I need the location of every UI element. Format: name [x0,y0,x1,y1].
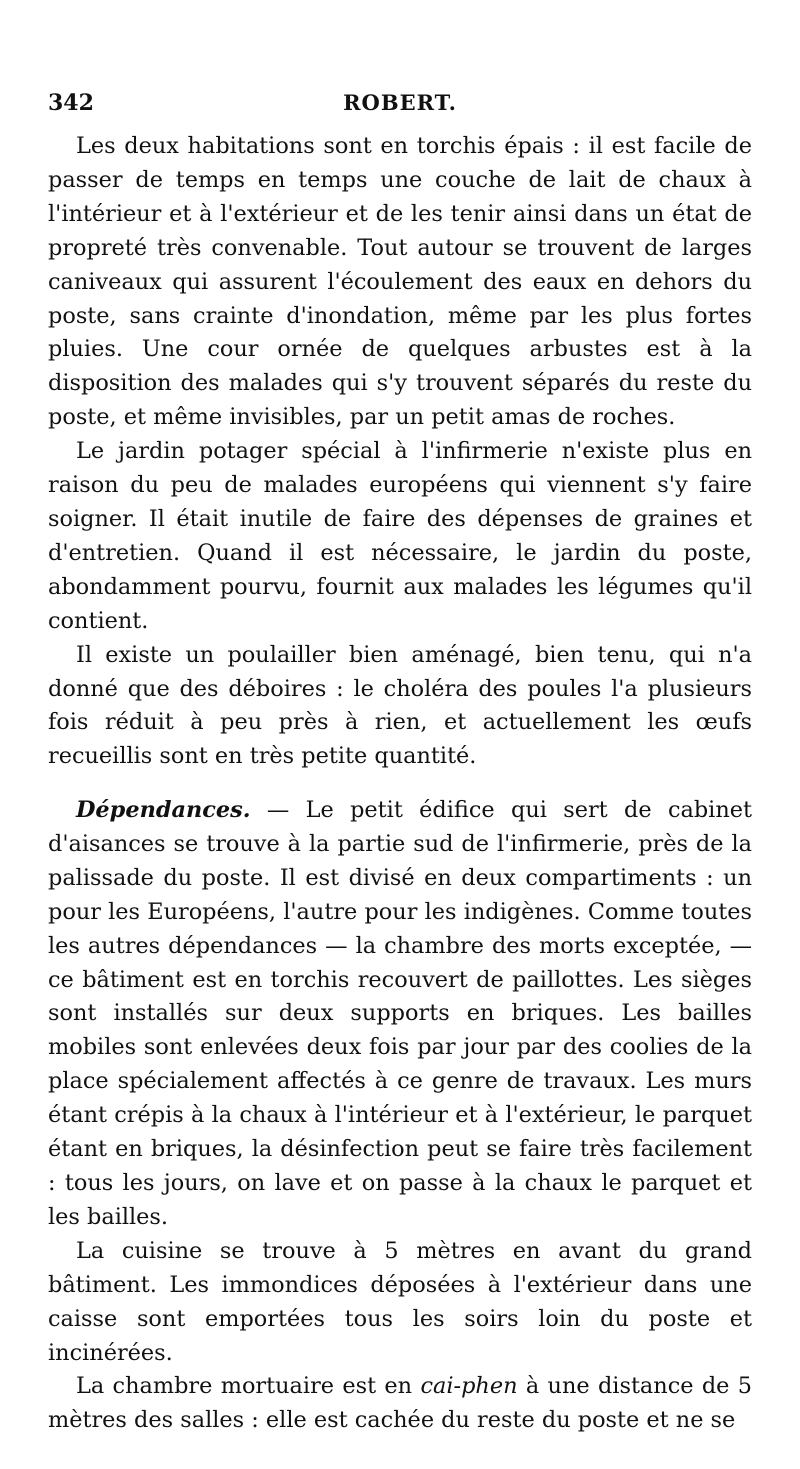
paragraph-habitations: Les deux habitations sont en torchis épais : il est facile de passer de temps en temps une couche de lait de chaux à l'intérieur et à l'extérieur et de les tenir ainsi dans un état de propreté très convenable. Tout autour se trouvent de larges caniveaux qui assurent l'écoulement des eaux en dehors du poste, sans crainte d'inondation, même par les plus fortes pluies. Une cour ornée de quelques arbustes est à la disposition des malades qui s'y trouvent séparés du reste du poste, et même invisibles, par un petit amas de roches. [48,133,752,431]
paragraph-jardin-potager: Le jardin potager spécial à l'infirmerie n'existe plus en raison du peu de malades européens qui viennent s'y faire soigner. Il était inutile de faire des dépenses de graines et d'entretien. Quand il est nécessaire, le jardin du poste, abondamment pourvu, fournit aux malades les légumes qu'il contient. [48,438,752,634]
body-text-section-1 [48,130,752,774]
chambre-mortuaire-text-start: La chambre mortuaire est en [76,1373,421,1400]
page-header [48,90,752,120]
section-heading-dependances: Dépendances. [76,797,251,823]
paragraph-chambre-mortuaire [48,1370,752,1438]
chambre-mortuaire-text-end: à une distance de 5 mètres des salles : elle est cachée du reste du poste et ne se [48,1373,753,1434]
term-cai-phen: cai-phen [420,1373,518,1400]
page-number: 342 [48,90,94,116]
paragraph-poulailler: Il existe un poulailler bien aménagé, bien tenu, qui n'a donné que des déboires : le choléra des poules l'a plusieurs fois réduit à peu près à rien, et actuellement les œufs recueillis sont en très petite quantité. [48,641,752,770]
running-head: ROBERT. [343,90,457,115]
paragraph-dependances [48,794,752,1235]
body-text-section-2 [48,794,752,1438]
paragraph-cuisine: La cuisine se trouve à 5 mètres en avant du grand bâtiment. Les immondices déposées à l'extérieur dans une caisse sont emportées tous les soirs loin du poste et incinérées. [48,1237,752,1366]
paragraph-dependances-text: — Le petit édifice qui sert de cabinet d'aisances se trouve à la partie sud de l'infirmerie, près de la palissade du poste. Il est divisé en deux compartiments : un pour les Européens, l'autre pour les indigènes. Comme toutes les autres dépendances — la chambre des morts exceptée, — ce bâtiment est en torchis recouvert de paillottes. Les sièges sont installés sur deux supports en briques. Les bailles mobiles sont enlevées deux fois par jour par des coolies de la place spécialement affectés à ce genre de travaux. Les murs étant crépis à la chaux à l'intérieur et à l'extérieur, le parquet étant en briques, la désinfection peut se faire très facilement : tous les jours, on lave et on passe à la chaux le parquet et les bailles. [48,797,752,1230]
